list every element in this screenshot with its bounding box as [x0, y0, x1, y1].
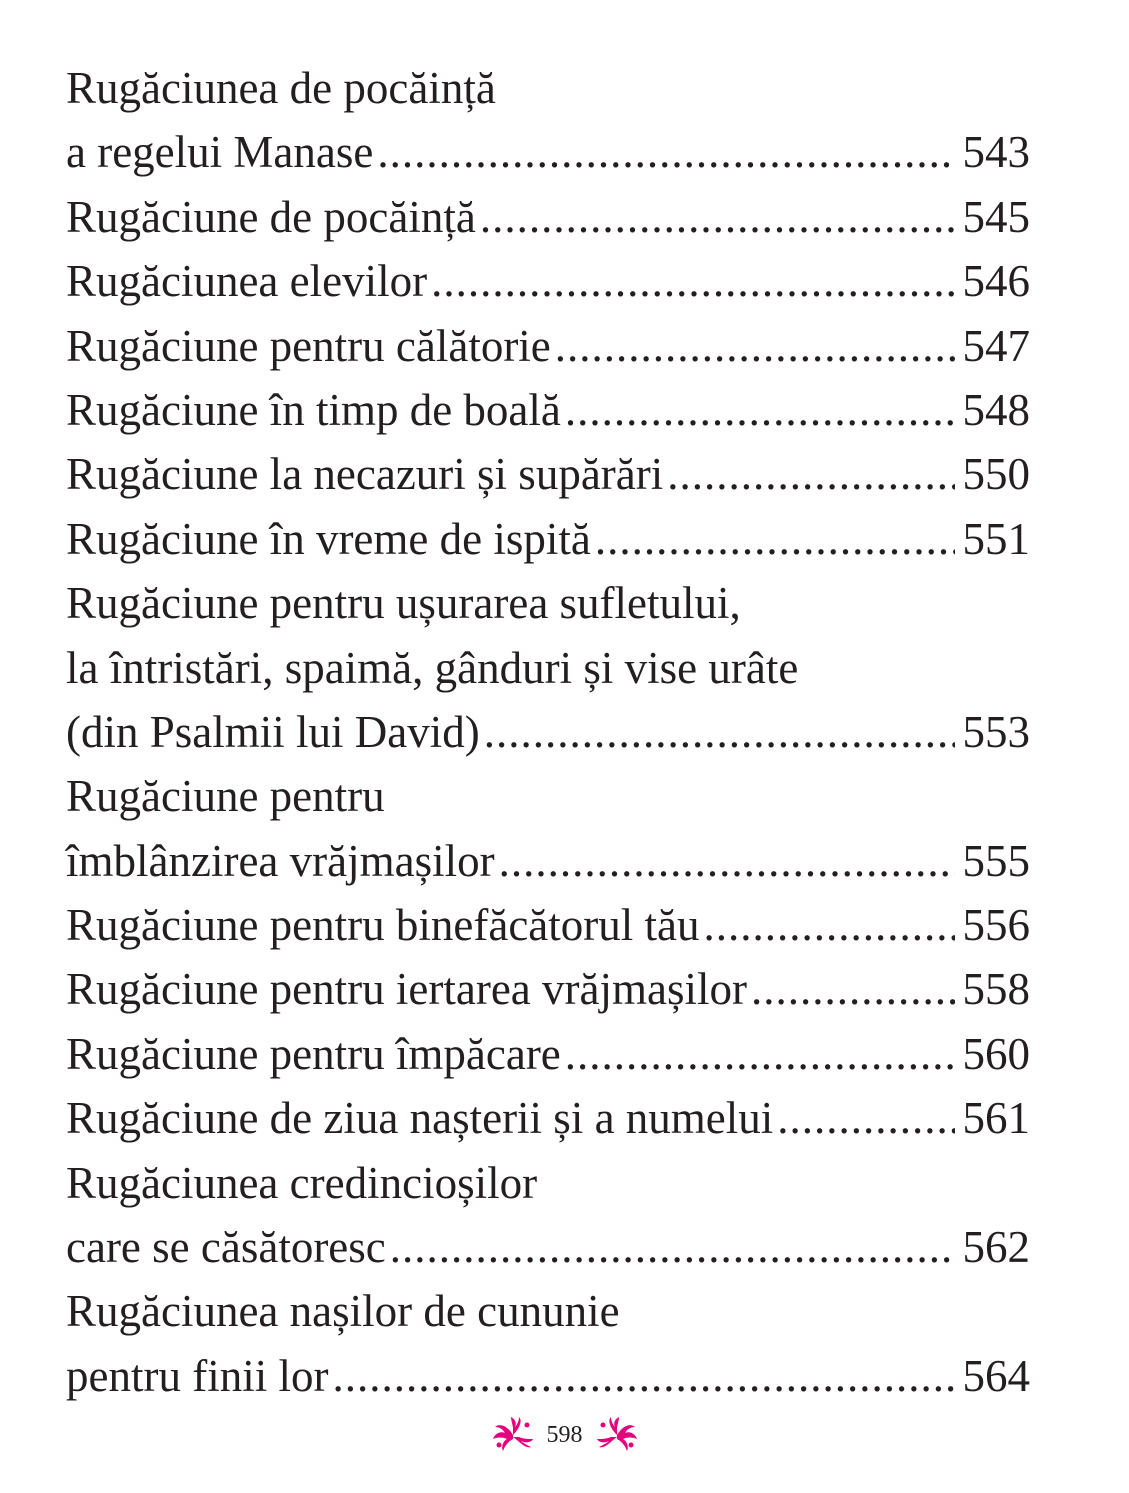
- toc-entry: [66, 56, 1030, 120]
- page-footer: [0, 1410, 1129, 1460]
- toc-entry-title: Rugăciune în timp de boală: [66, 384, 561, 435]
- floral-ornament-icon: [489, 1415, 537, 1455]
- toc-entry-title: Rugăciune de pocăință: [66, 191, 476, 242]
- toc-entry-title: Rugăciune pentru iertarea vrăjmașilor: [66, 964, 747, 1015]
- toc-entry: [66, 1151, 1030, 1215]
- toc-entry-page: 560: [962, 1028, 1030, 1079]
- toc-entry: [66, 700, 1030, 764]
- dot-leader: [377, 120, 954, 184]
- toc-entry-title: Rugăciune pentru călătorie: [66, 320, 551, 371]
- toc-entry-title: la întristări, spaimă, gânduri și vise urâte: [66, 642, 799, 693]
- page-number: 598: [546, 1421, 583, 1448]
- toc-entry: [66, 571, 1030, 635]
- toc-entry-title: îmblânzirea vrăjmașilor: [66, 835, 495, 886]
- toc-entry: [66, 1022, 1030, 1086]
- dot-leader: [751, 957, 955, 1021]
- toc-entry-page: 561: [962, 1093, 1030, 1144]
- dot-leader: [565, 1022, 955, 1086]
- toc-entry-title: pentru finii lor: [66, 1350, 329, 1401]
- toc-entry: [66, 1344, 1030, 1408]
- toc-entry: [66, 1086, 1030, 1150]
- toc-entry-title: Rugăciunea de pocăință: [66, 63, 496, 113]
- dot-leader: [332, 1344, 954, 1408]
- toc-entry: [66, 378, 1030, 442]
- toc-entry-page: 556: [962, 900, 1030, 951]
- dot-leader: [499, 829, 955, 893]
- toc-entry-page: 546: [962, 256, 1030, 307]
- toc-entry: [66, 314, 1030, 378]
- toc-entry: [66, 1215, 1030, 1279]
- dot-leader: [480, 185, 955, 249]
- toc-entry-title: (din Psalmii lui David): [66, 706, 480, 757]
- dot-leader: [484, 700, 955, 764]
- toc-entry-title: a regelui Manase: [66, 127, 374, 178]
- toc-entry-title: Rugăciune pentru: [66, 771, 385, 822]
- toc-entry: [66, 1279, 1030, 1343]
- toc-entry-title: Rugăciunea credincioșilor: [66, 1157, 538, 1208]
- toc-entry-page: 550: [962, 449, 1030, 500]
- toc-entry-page: 555: [962, 835, 1030, 886]
- dot-leader: [595, 507, 955, 571]
- toc-entry: [66, 442, 1030, 506]
- toc-entry-page: 543: [962, 127, 1030, 178]
- toc-entry: [66, 185, 1030, 249]
- toc-entry: [66, 507, 1030, 571]
- dot-leader: [777, 1086, 954, 1150]
- dot-leader: [565, 378, 955, 442]
- dot-leader: [390, 1215, 955, 1279]
- toc-entry-title: care se căsătoresc: [66, 1222, 386, 1273]
- toc-entry: [66, 957, 1030, 1021]
- toc-entry-page: 545: [962, 191, 1030, 242]
- toc-entry-page: 551: [962, 513, 1030, 564]
- toc-entry-title: Rugăciune pentru ușurarea sufletului,: [66, 578, 741, 629]
- table-of-contents: [66, 56, 1030, 1408]
- toc-entry-title: Rugăciune în vreme de ispită: [66, 513, 591, 564]
- toc-entry-page: 547: [962, 320, 1030, 371]
- toc-entry-title: Rugăciune la necazuri și supărări: [66, 449, 664, 500]
- toc-entry-title: Rugăciune pentru binefăcătorul tău: [66, 900, 700, 951]
- toc-entry-page: 562: [962, 1222, 1030, 1273]
- toc-entry: [66, 764, 1030, 828]
- toc-entry-page: 548: [962, 384, 1030, 435]
- toc-entry: [66, 893, 1030, 957]
- toc-entry-title: Rugăciunea elevilor: [66, 256, 428, 307]
- toc-entry: [66, 829, 1030, 893]
- toc-entry-page: 553: [962, 706, 1030, 757]
- toc-entry-title: Rugăciunea nașilor de cununie: [66, 1286, 620, 1337]
- toc-entry-title: Rugăciune de ziua nașterii și a numelui: [66, 1093, 774, 1144]
- toc-entry-title: Rugăciune pentru împăcare: [66, 1028, 561, 1079]
- dot-leader: [555, 314, 955, 378]
- toc-entry-page: 558: [962, 964, 1030, 1015]
- dot-leader: [667, 442, 954, 506]
- toc-entry: [66, 636, 1030, 700]
- toc-entry-page: 564: [962, 1350, 1030, 1401]
- dot-leader: [704, 893, 955, 957]
- dot-leader: [431, 249, 954, 313]
- toc-entry: [66, 249, 1030, 313]
- floral-ornament-icon: [593, 1415, 641, 1455]
- toc-entry: [66, 120, 1030, 184]
